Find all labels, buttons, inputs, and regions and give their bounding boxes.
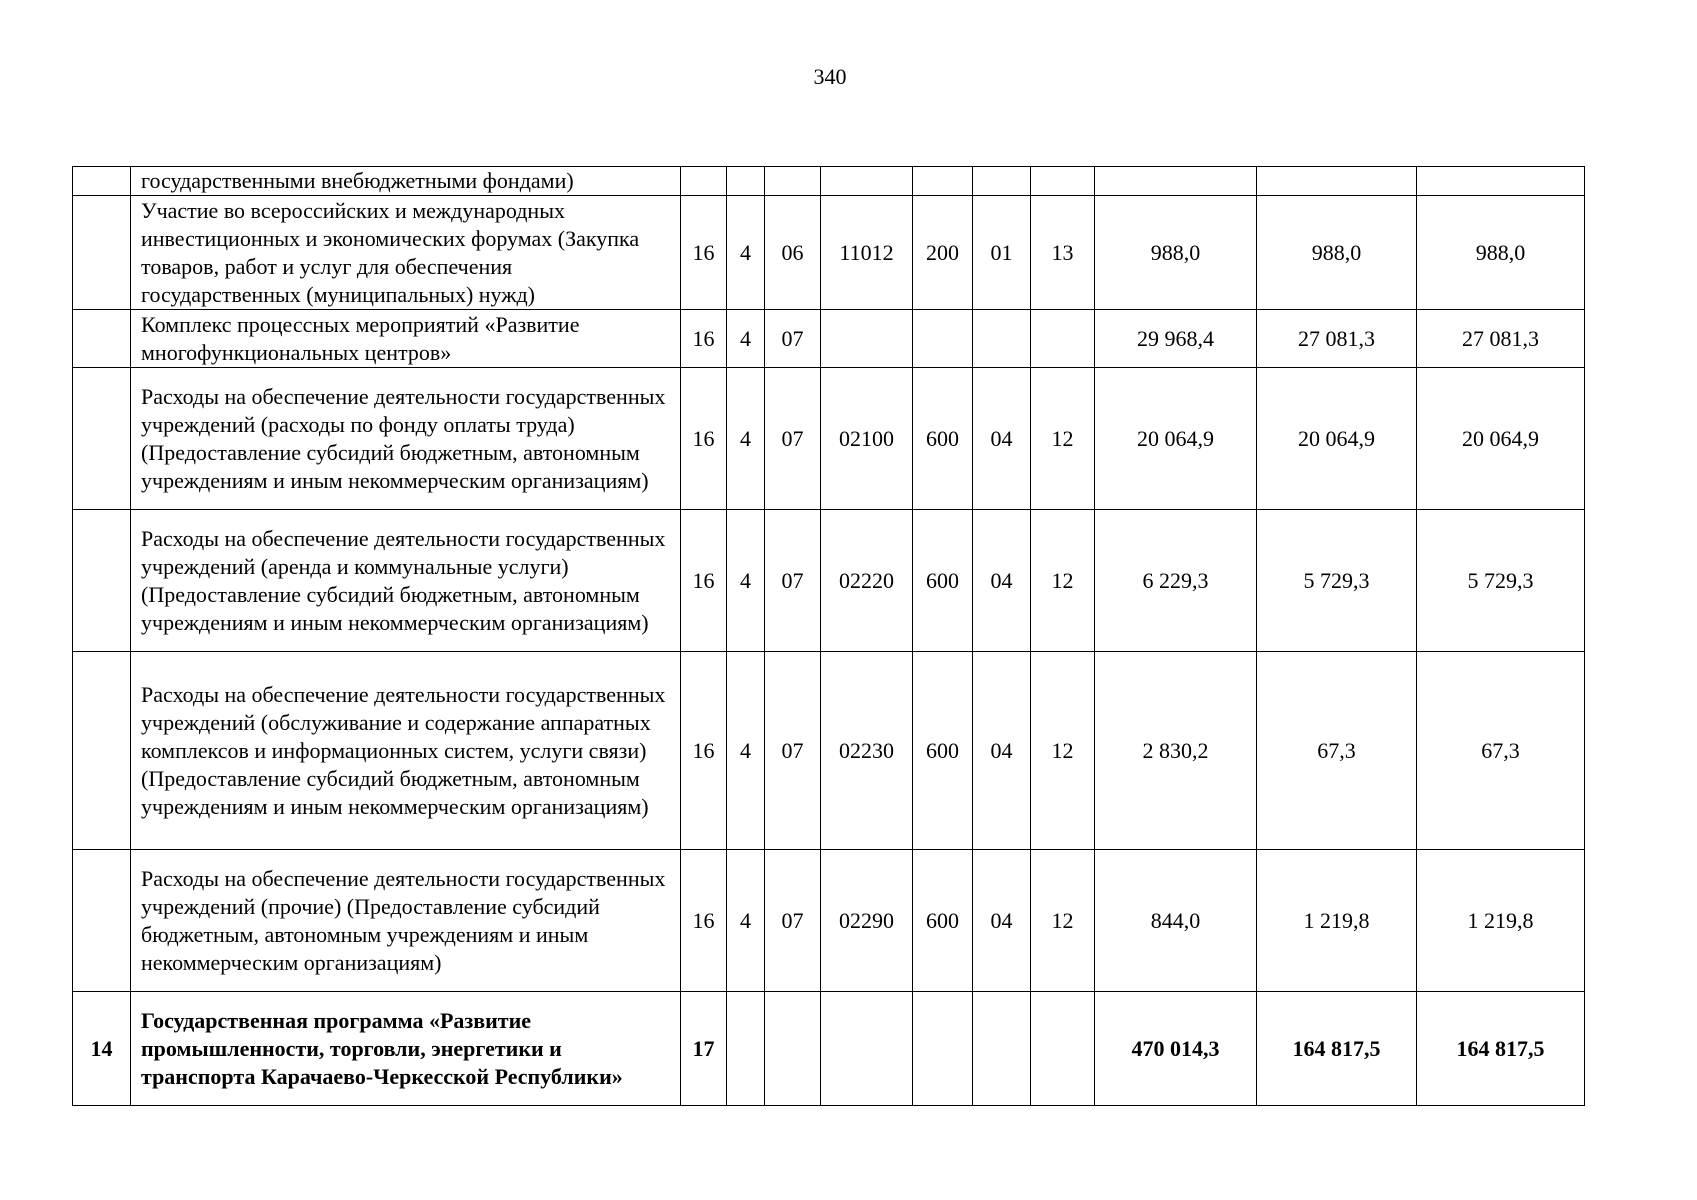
code-cell <box>1031 167 1095 196</box>
table-row <box>73 652 1585 850</box>
amount-cell: 20 064,9 <box>1417 368 1585 510</box>
amount-cell <box>1257 167 1417 196</box>
code-cell: 17 <box>681 992 727 1106</box>
code-cell <box>821 310 913 368</box>
row-number <box>73 167 131 196</box>
code-cell: 04 <box>973 652 1031 850</box>
table-row <box>73 368 1585 510</box>
code-cell: 600 <box>913 368 973 510</box>
row-name: Государственная программа «Развитие промышленности, торговли, энергетики и транспорта Карачаево-Черкесской Республики» <box>131 992 681 1106</box>
code-cell: 4 <box>727 510 765 652</box>
code-cell: 07 <box>765 368 821 510</box>
code-cell: 16 <box>681 196 727 310</box>
amount-cell: 20 064,9 <box>1257 368 1417 510</box>
row-name: Расходы на обеспечение деятельности государственных учреждений (обслуживание и содержание аппаратных комплексов и информационных систем, услуги связи) (Предоставление субсидий бюджетным, автономным учреждениям и иным некоммерческим организациям) <box>131 652 681 850</box>
amount-cell: 29 968,4 <box>1095 310 1257 368</box>
row-name: Расходы на обеспечение деятельности государственных учреждений (аренда и коммунальные услуги) (Предоставление субсидий бюджетным, автономным учреждениям и иным некоммерческим организациям) <box>131 510 681 652</box>
budget-table <box>72 166 1585 1106</box>
amount-cell: 67,3 <box>1417 652 1585 850</box>
code-cell <box>973 167 1031 196</box>
code-cell: 4 <box>727 652 765 850</box>
row-number <box>73 196 131 310</box>
code-cell: 4 <box>727 196 765 310</box>
code-cell: 600 <box>913 850 973 992</box>
row-name: Расходы на обеспечение деятельности государственных учреждений (прочие) (Предоставление субсидий бюджетным, автономным учреждениям и иным некоммерческим организациям) <box>131 850 681 992</box>
amount-cell: 6 229,3 <box>1095 510 1257 652</box>
code-cell <box>727 167 765 196</box>
table-row <box>73 850 1585 992</box>
row-number <box>73 510 131 652</box>
code-cell <box>913 167 973 196</box>
row-number <box>73 652 131 850</box>
amount-cell: 164 817,5 <box>1257 992 1417 1106</box>
amount-cell: 470 014,3 <box>1095 992 1257 1106</box>
code-cell: 01 <box>973 196 1031 310</box>
code-cell: 4 <box>727 310 765 368</box>
amount-cell: 5 729,3 <box>1257 510 1417 652</box>
code-cell: 12 <box>1031 510 1095 652</box>
amount-cell: 5 729,3 <box>1417 510 1585 652</box>
amount-cell <box>1417 167 1585 196</box>
row-number <box>73 368 131 510</box>
code-cell <box>765 992 821 1106</box>
amount-cell: 1 219,8 <box>1417 850 1585 992</box>
code-cell: 16 <box>681 510 727 652</box>
code-cell: 16 <box>681 652 727 850</box>
code-cell: 11012 <box>821 196 913 310</box>
amount-cell: 988,0 <box>1417 196 1585 310</box>
code-cell <box>765 167 821 196</box>
code-cell: 04 <box>973 510 1031 652</box>
table-row <box>73 992 1585 1106</box>
code-cell <box>727 992 765 1106</box>
table-row <box>73 510 1585 652</box>
code-cell: 16 <box>681 310 727 368</box>
code-cell: 13 <box>1031 196 1095 310</box>
amount-cell: 67,3 <box>1257 652 1417 850</box>
code-cell: 16 <box>681 850 727 992</box>
code-cell: 07 <box>765 652 821 850</box>
code-cell <box>913 310 973 368</box>
code-cell: 02100 <box>821 368 913 510</box>
code-cell: 12 <box>1031 368 1095 510</box>
table-row <box>73 196 1585 310</box>
code-cell <box>1031 310 1095 368</box>
row-name: Расходы на обеспечение деятельности государственных учреждений (расходы по фонду оплаты труда) (Предоставление субсидий бюджетным, автономным учреждениям и иным некоммерческим организациям) <box>131 368 681 510</box>
row-name: государственными внебюджетными фондами) <box>131 167 681 196</box>
amount-cell: 988,0 <box>1095 196 1257 310</box>
code-cell: 12 <box>1031 652 1095 850</box>
code-cell: 04 <box>973 368 1031 510</box>
row-number <box>73 310 131 368</box>
amount-cell: 20 064,9 <box>1095 368 1257 510</box>
code-cell: 07 <box>765 850 821 992</box>
code-cell <box>913 992 973 1106</box>
amount-cell: 27 081,3 <box>1257 310 1417 368</box>
row-name: Участие во всероссийских и международных инвестиционных и экономических форумах (Закупка товаров, работ и услуг для обеспечения государственных (муниципальных) нужд) <box>131 196 681 310</box>
code-cell: 02290 <box>821 850 913 992</box>
code-cell <box>821 167 913 196</box>
code-cell: 12 <box>1031 850 1095 992</box>
code-cell <box>681 167 727 196</box>
code-cell: 4 <box>727 850 765 992</box>
code-cell <box>973 992 1031 1106</box>
code-cell <box>1031 992 1095 1106</box>
code-cell: 04 <box>973 850 1031 992</box>
code-cell: 06 <box>765 196 821 310</box>
code-cell: 07 <box>765 510 821 652</box>
amount-cell <box>1095 167 1257 196</box>
code-cell: 02230 <box>821 652 913 850</box>
amount-cell: 2 830,2 <box>1095 652 1257 850</box>
amount-cell: 27 081,3 <box>1417 310 1585 368</box>
code-cell <box>973 310 1031 368</box>
code-cell: 200 <box>913 196 973 310</box>
table-row <box>73 167 1585 196</box>
code-cell: 16 <box>681 368 727 510</box>
code-cell: 600 <box>913 510 973 652</box>
row-name: Комплекс процессных мероприятий «Развитие многофункциональных центров» <box>131 310 681 368</box>
page-number: 340 <box>813 64 847 89</box>
code-cell <box>821 992 913 1106</box>
table-row <box>73 310 1585 368</box>
row-number <box>73 850 131 992</box>
code-cell: 600 <box>913 652 973 850</box>
amount-cell: 988,0 <box>1257 196 1417 310</box>
amount-cell: 1 219,8 <box>1257 850 1417 992</box>
code-cell: 4 <box>727 368 765 510</box>
code-cell: 07 <box>765 310 821 368</box>
amount-cell: 164 817,5 <box>1417 992 1585 1106</box>
row-number: 14 <box>73 992 131 1106</box>
amount-cell: 844,0 <box>1095 850 1257 992</box>
code-cell: 02220 <box>821 510 913 652</box>
